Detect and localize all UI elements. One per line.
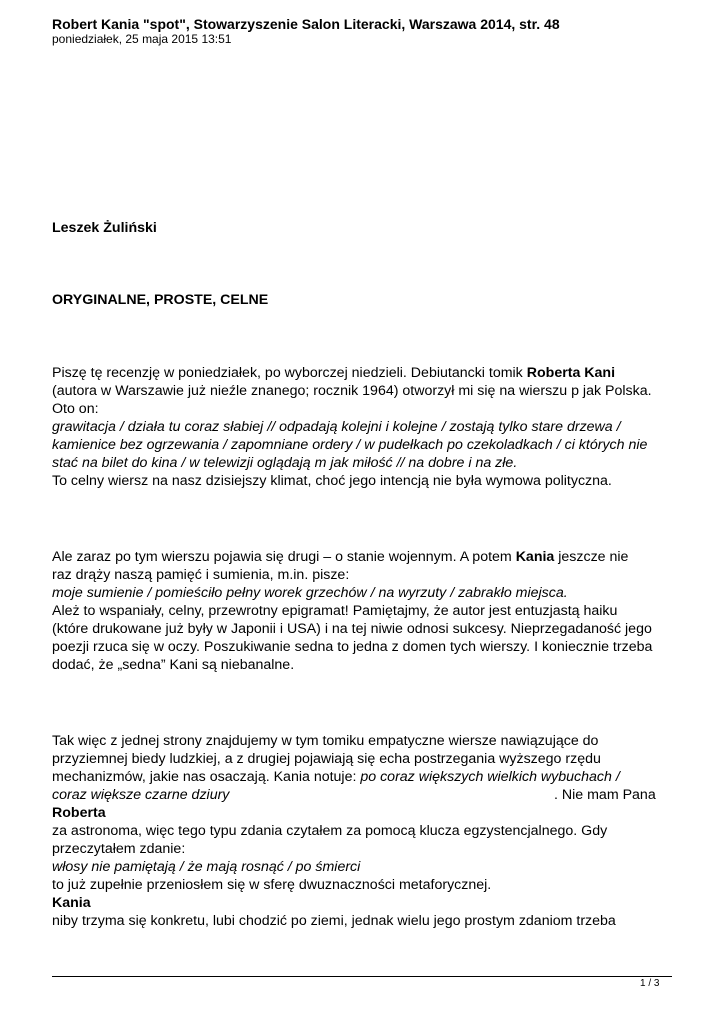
author-name-bold: Kania bbox=[52, 895, 91, 911]
text-run: . Nie mam Pana bbox=[554, 787, 656, 803]
text-line: Ależ to wspaniały, celny, przewrotny epigramat! Pamiętajmy, że autor jest entuzjastą haiku bbox=[52, 603, 618, 619]
text-line bbox=[52, 364, 682, 382]
author-name-bold: Roberta Kani bbox=[526, 365, 616, 381]
author-name: Leszek Żuliński bbox=[52, 220, 157, 236]
text-run: Ale zaraz po tym wierszu pojawia się drugi – o stanie wojennym. A potem bbox=[52, 549, 516, 565]
quote-line: moje sumienie / pomieściło pełny worek grzechów / na wyrzuty / zabrakło miejsca. bbox=[52, 585, 568, 601]
text-line: niby trzyma się konkretu, lubi chodzić po ziemi, jednak wielu jego prostym zdaniom trzeba bbox=[52, 913, 616, 929]
text-line bbox=[52, 786, 682, 804]
header-date: poniedziałek, 25 maja 2015 13:51 bbox=[52, 32, 232, 46]
article-heading: ORYGINALNE, PROSTE, CELNE bbox=[52, 292, 269, 308]
text-run: Piszę tę recenzję w poniedziałek, po wyborczej niedzieli. Debiutancki tomik bbox=[52, 365, 527, 381]
quote-run: coraz większe czarne dziury bbox=[52, 787, 230, 803]
text-line: Oto on: bbox=[52, 401, 99, 417]
footer-divider bbox=[52, 976, 672, 977]
text-line: przyziemnej biedy ludzkiej, a z drugiej pojawiają się echa postrzegania wyższego rzędu bbox=[52, 751, 601, 767]
author-name-bold: Roberta bbox=[52, 805, 106, 821]
text-run: mechanizmów, jakie nas osaczają. Kania notuje: bbox=[52, 769, 361, 785]
text-run: jeszcze nie bbox=[554, 549, 629, 565]
paragraph-2 bbox=[52, 548, 682, 674]
header-title: Robert Kania "spot", Stowarzyszenie Salon Literacki, Warszawa 2014, str. 48 bbox=[52, 16, 560, 32]
text-line: Tak więc z jednej strony znajdujemy w tym tomiku empatyczne wiersze nawiązujące do bbox=[52, 733, 599, 749]
text-line: dodać, że „sedna” Kani są niebanalne. bbox=[52, 657, 295, 673]
text-line: to już zupełnie przeniosłem się w sferę dwuznaczności metaforycznej. bbox=[52, 877, 492, 893]
quote-line: włosy nie pamiętają / że mają rosnąć / po śmierci bbox=[52, 859, 361, 875]
text-line: za astronoma, więc tego typu zdania czytałem za pomocą klucza egzystencjalnego. Gdy bbox=[52, 823, 608, 839]
text-line: poezji rzuca się w oczy. Poszukiwanie sedna to jedna z domen tych wierszy. I koniecznie trzeba bbox=[52, 639, 653, 655]
text-line bbox=[52, 548, 682, 566]
quote-run: po coraz większych wielkich wybuchach / bbox=[360, 769, 620, 785]
paragraph-3 bbox=[52, 732, 682, 930]
quote-line: kamienice bez ogrzewania / zapomniane ordery / w pudełkach po czekoladkach / ci których nie bbox=[52, 437, 648, 453]
text-line bbox=[52, 768, 682, 786]
text-line: przeczytałem zdanie: bbox=[52, 841, 186, 857]
paragraph-1 bbox=[52, 364, 682, 490]
page-number: 1 / 3 bbox=[640, 978, 660, 989]
author-name-bold: Kania bbox=[515, 549, 555, 565]
text-line: (które drukowane już były w Japonii i USA) i na tej niwie odnosi sukcesy. Nieprzegadaność jego bbox=[52, 621, 652, 637]
text-line: (autora w Warszawie już nieźle znanego; rocznik 1964) otworzył mi się na wierszu p jak Polska. bbox=[52, 383, 652, 399]
text-line: raz drąży naszą pamięć i sumienia, m.in. pisze: bbox=[52, 567, 350, 583]
text-line: To celny wiersz na nasz dzisiejszy klimat, choć jego intencją nie była wymowa polityczna. bbox=[52, 473, 612, 489]
quote-line: grawitacja / działa tu coraz słabiej // odpadają kolejni i kolejne / zostają tylko stare drzewa / bbox=[52, 419, 621, 435]
quote-line: stać na bilet do kina / w telewizji oglądają m jak miłość // na dobre i na złe. bbox=[52, 455, 518, 471]
